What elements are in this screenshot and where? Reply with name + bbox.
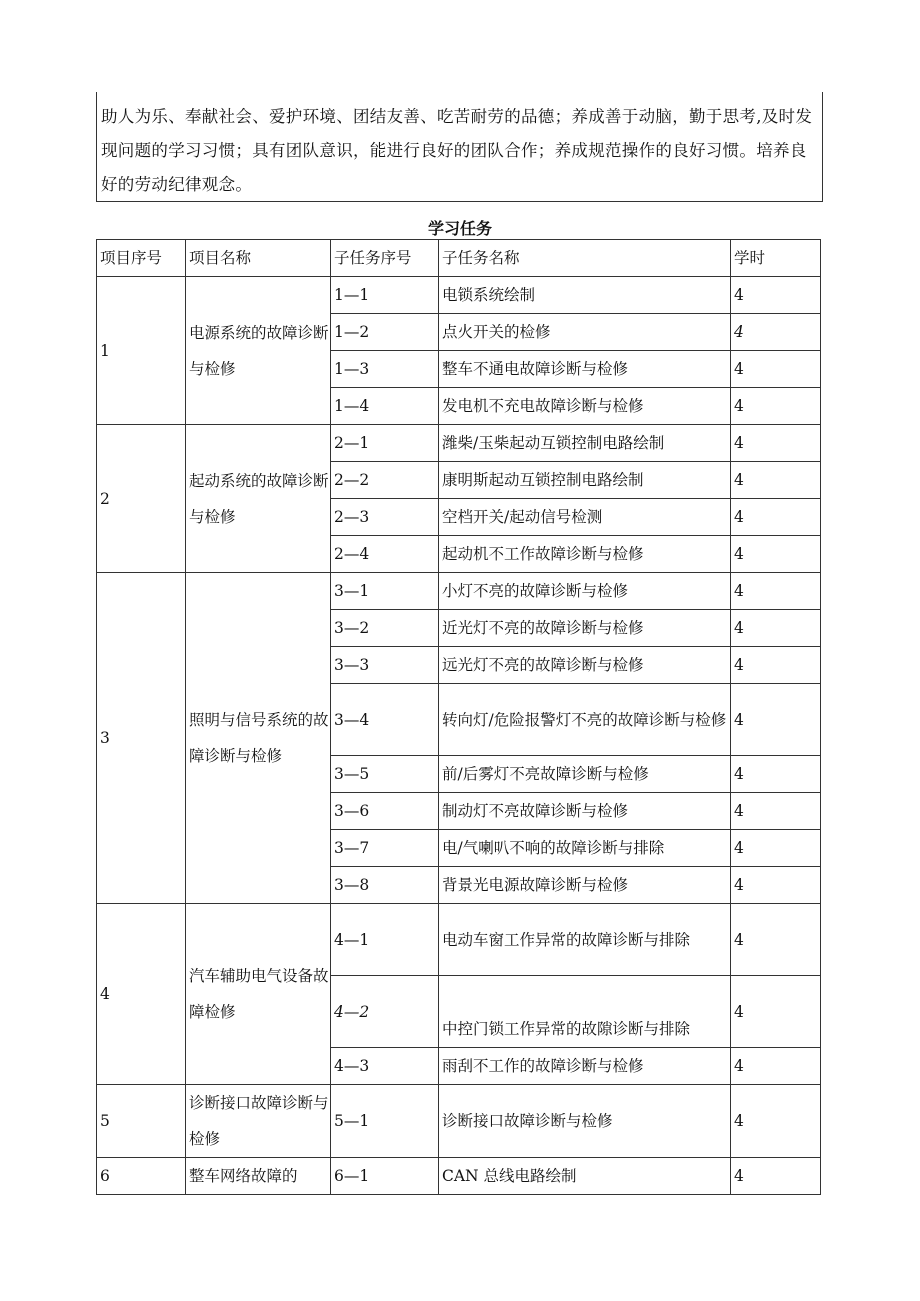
subtask-no: 4—2 <box>331 976 439 1048</box>
subtask-hours: 4 <box>731 351 821 388</box>
subtask-hours: 4 <box>731 462 821 499</box>
subtask-name: 起动机不工作故障诊断与检修 <box>439 536 731 573</box>
project-name: 起动系统的故障诊断与检修 <box>186 425 331 573</box>
subtask-name: 雨刮不工作的故障诊断与检修 <box>439 1048 731 1085</box>
subtask-name: 电锁系统绘制 <box>439 277 731 314</box>
subtask-hours: 4 <box>731 756 821 793</box>
subtask-name: 潍柴/玉柴起动互锁控制电路绘制 <box>439 425 731 462</box>
table-row <box>97 277 821 314</box>
subtask-name: 空档开关/起动信号检测 <box>439 499 731 536</box>
subtask-hours: 4 <box>731 867 821 904</box>
header-subtask-name: 子任务名称 <box>439 240 731 277</box>
subtask-hours: 4 <box>731 314 821 351</box>
table-row <box>97 1085 821 1158</box>
subtask-no: 3—7 <box>331 830 439 867</box>
table-row <box>97 904 821 976</box>
subtask-no: 3—8 <box>331 867 439 904</box>
subtask-name: 前/后雾灯不亮故障诊断与检修 <box>439 756 731 793</box>
subtask-hours: 4 <box>731 904 821 976</box>
subtask-name: 转向灯/危险报警灯不亮的故障诊断与检修 <box>439 684 731 756</box>
subtask-name: 小灯不亮的故障诊断与检修 <box>439 573 731 610</box>
subtask-no: 2—1 <box>331 425 439 462</box>
subtask-hours: 4 <box>731 573 821 610</box>
subtask-hours: 4 <box>731 830 821 867</box>
subtask-hours: 4 <box>731 388 821 425</box>
subtask-name: 点火开关的检修 <box>439 314 731 351</box>
subtask-no: 6—1 <box>331 1158 439 1195</box>
subtask-hours: 4 <box>731 425 821 462</box>
project-name: 照明与信号系统的故障诊断与检修 <box>186 573 331 904</box>
subtask-no: 4—1 <box>331 904 439 976</box>
subtask-no: 1—2 <box>331 314 439 351</box>
project-no: 6 <box>97 1158 186 1195</box>
header-subtask-no: 子任务序号 <box>331 240 439 277</box>
subtask-hours: 4 <box>731 793 821 830</box>
table-header-row <box>97 240 821 277</box>
subtask-hours: 4 <box>731 976 821 1048</box>
subtask-no: 2—2 <box>331 462 439 499</box>
subtask-name: 整车不通电故障诊断与检修 <box>439 351 731 388</box>
project-no: 1 <box>97 277 186 425</box>
subtask-hours: 4 <box>731 277 821 314</box>
subtask-no: 2—4 <box>331 536 439 573</box>
subtask-hours: 4 <box>731 499 821 536</box>
project-name: 整车网络故障的 <box>186 1158 331 1195</box>
subtask-no: 3—6 <box>331 793 439 830</box>
subtask-name: 背景光电源故障诊断与检修 <box>439 867 731 904</box>
subtask-name: CAN 总线电路绘制 <box>439 1158 731 1195</box>
project-no: 5 <box>97 1085 186 1158</box>
subtask-hours: 4 <box>731 610 821 647</box>
project-name: 汽车辅助电气设备故障检修 <box>186 904 331 1085</box>
intro-paragraph: 助人为乐、奉献社会、爱护环境、团结友善、吃苦耐劳的品德；养成善于动脑，勤于思考,及时发现问题的学习习惯；具有团队意识，能进行良好的团队合作；养成规范操作的良好习惯。培养良好的劳动纪律观念。 <box>101 107 813 194</box>
subtask-name: 远光灯不亮的故障诊断与检修 <box>439 647 731 684</box>
subtask-name: 发电机不充电故障诊断与检修 <box>439 388 731 425</box>
subtask-hours: 4 <box>731 536 821 573</box>
subtask-no: 1—3 <box>331 351 439 388</box>
subtask-no: 3—4 <box>331 684 439 756</box>
project-no: 3 <box>97 573 186 904</box>
header-project-no: 项目序号 <box>97 240 186 277</box>
subtask-no: 3—2 <box>331 610 439 647</box>
subtask-hours: 4 <box>731 1085 821 1158</box>
intro-box <box>96 92 823 202</box>
section-title: 学习任务 <box>427 219 492 238</box>
subtask-name: 中控门锁工作异常的故隙诊断与排除 <box>439 976 731 1048</box>
subtask-name: 近光灯不亮的故障诊断与检修 <box>439 610 731 647</box>
subtask-no: 5—1 <box>331 1085 439 1158</box>
subtask-no: 1—4 <box>331 388 439 425</box>
subtask-no: 2—3 <box>331 499 439 536</box>
subtask-hours: 4 <box>731 684 821 756</box>
subtask-name: 电/气喇叭不响的故障诊断与排除 <box>439 830 731 867</box>
table-row <box>97 573 821 610</box>
subtask-no: 4—3 <box>331 1048 439 1085</box>
project-no: 4 <box>97 904 186 1085</box>
subtask-name: 制动灯不亮故障诊断与检修 <box>439 793 731 830</box>
table-row <box>97 1158 821 1195</box>
subtask-no: 3—5 <box>331 756 439 793</box>
project-no: 2 <box>97 425 186 573</box>
project-name: 电源系统的故障诊断与检修 <box>186 277 331 425</box>
subtask-hours: 4 <box>731 1048 821 1085</box>
subtask-hours: 4 <box>731 647 821 684</box>
header-project-name: 项目名称 <box>186 240 331 277</box>
subtask-no: 1—1 <box>331 277 439 314</box>
subtask-no: 3—1 <box>331 573 439 610</box>
subtask-name: 诊断接口故障诊断与检修 <box>439 1085 731 1158</box>
project-name: 诊断接口故障诊断与检修 <box>186 1085 331 1158</box>
table-row <box>97 425 821 462</box>
header-hours: 学时 <box>731 240 821 277</box>
subtask-name: 康明斯起动互锁控制电路绘制 <box>439 462 731 499</box>
subtask-hours: 4 <box>731 1158 821 1195</box>
learning-tasks-table <box>96 239 821 1195</box>
subtask-no: 3—3 <box>331 647 439 684</box>
subtask-name: 电动车窗工作异常的故障诊断与排除 <box>439 904 731 976</box>
